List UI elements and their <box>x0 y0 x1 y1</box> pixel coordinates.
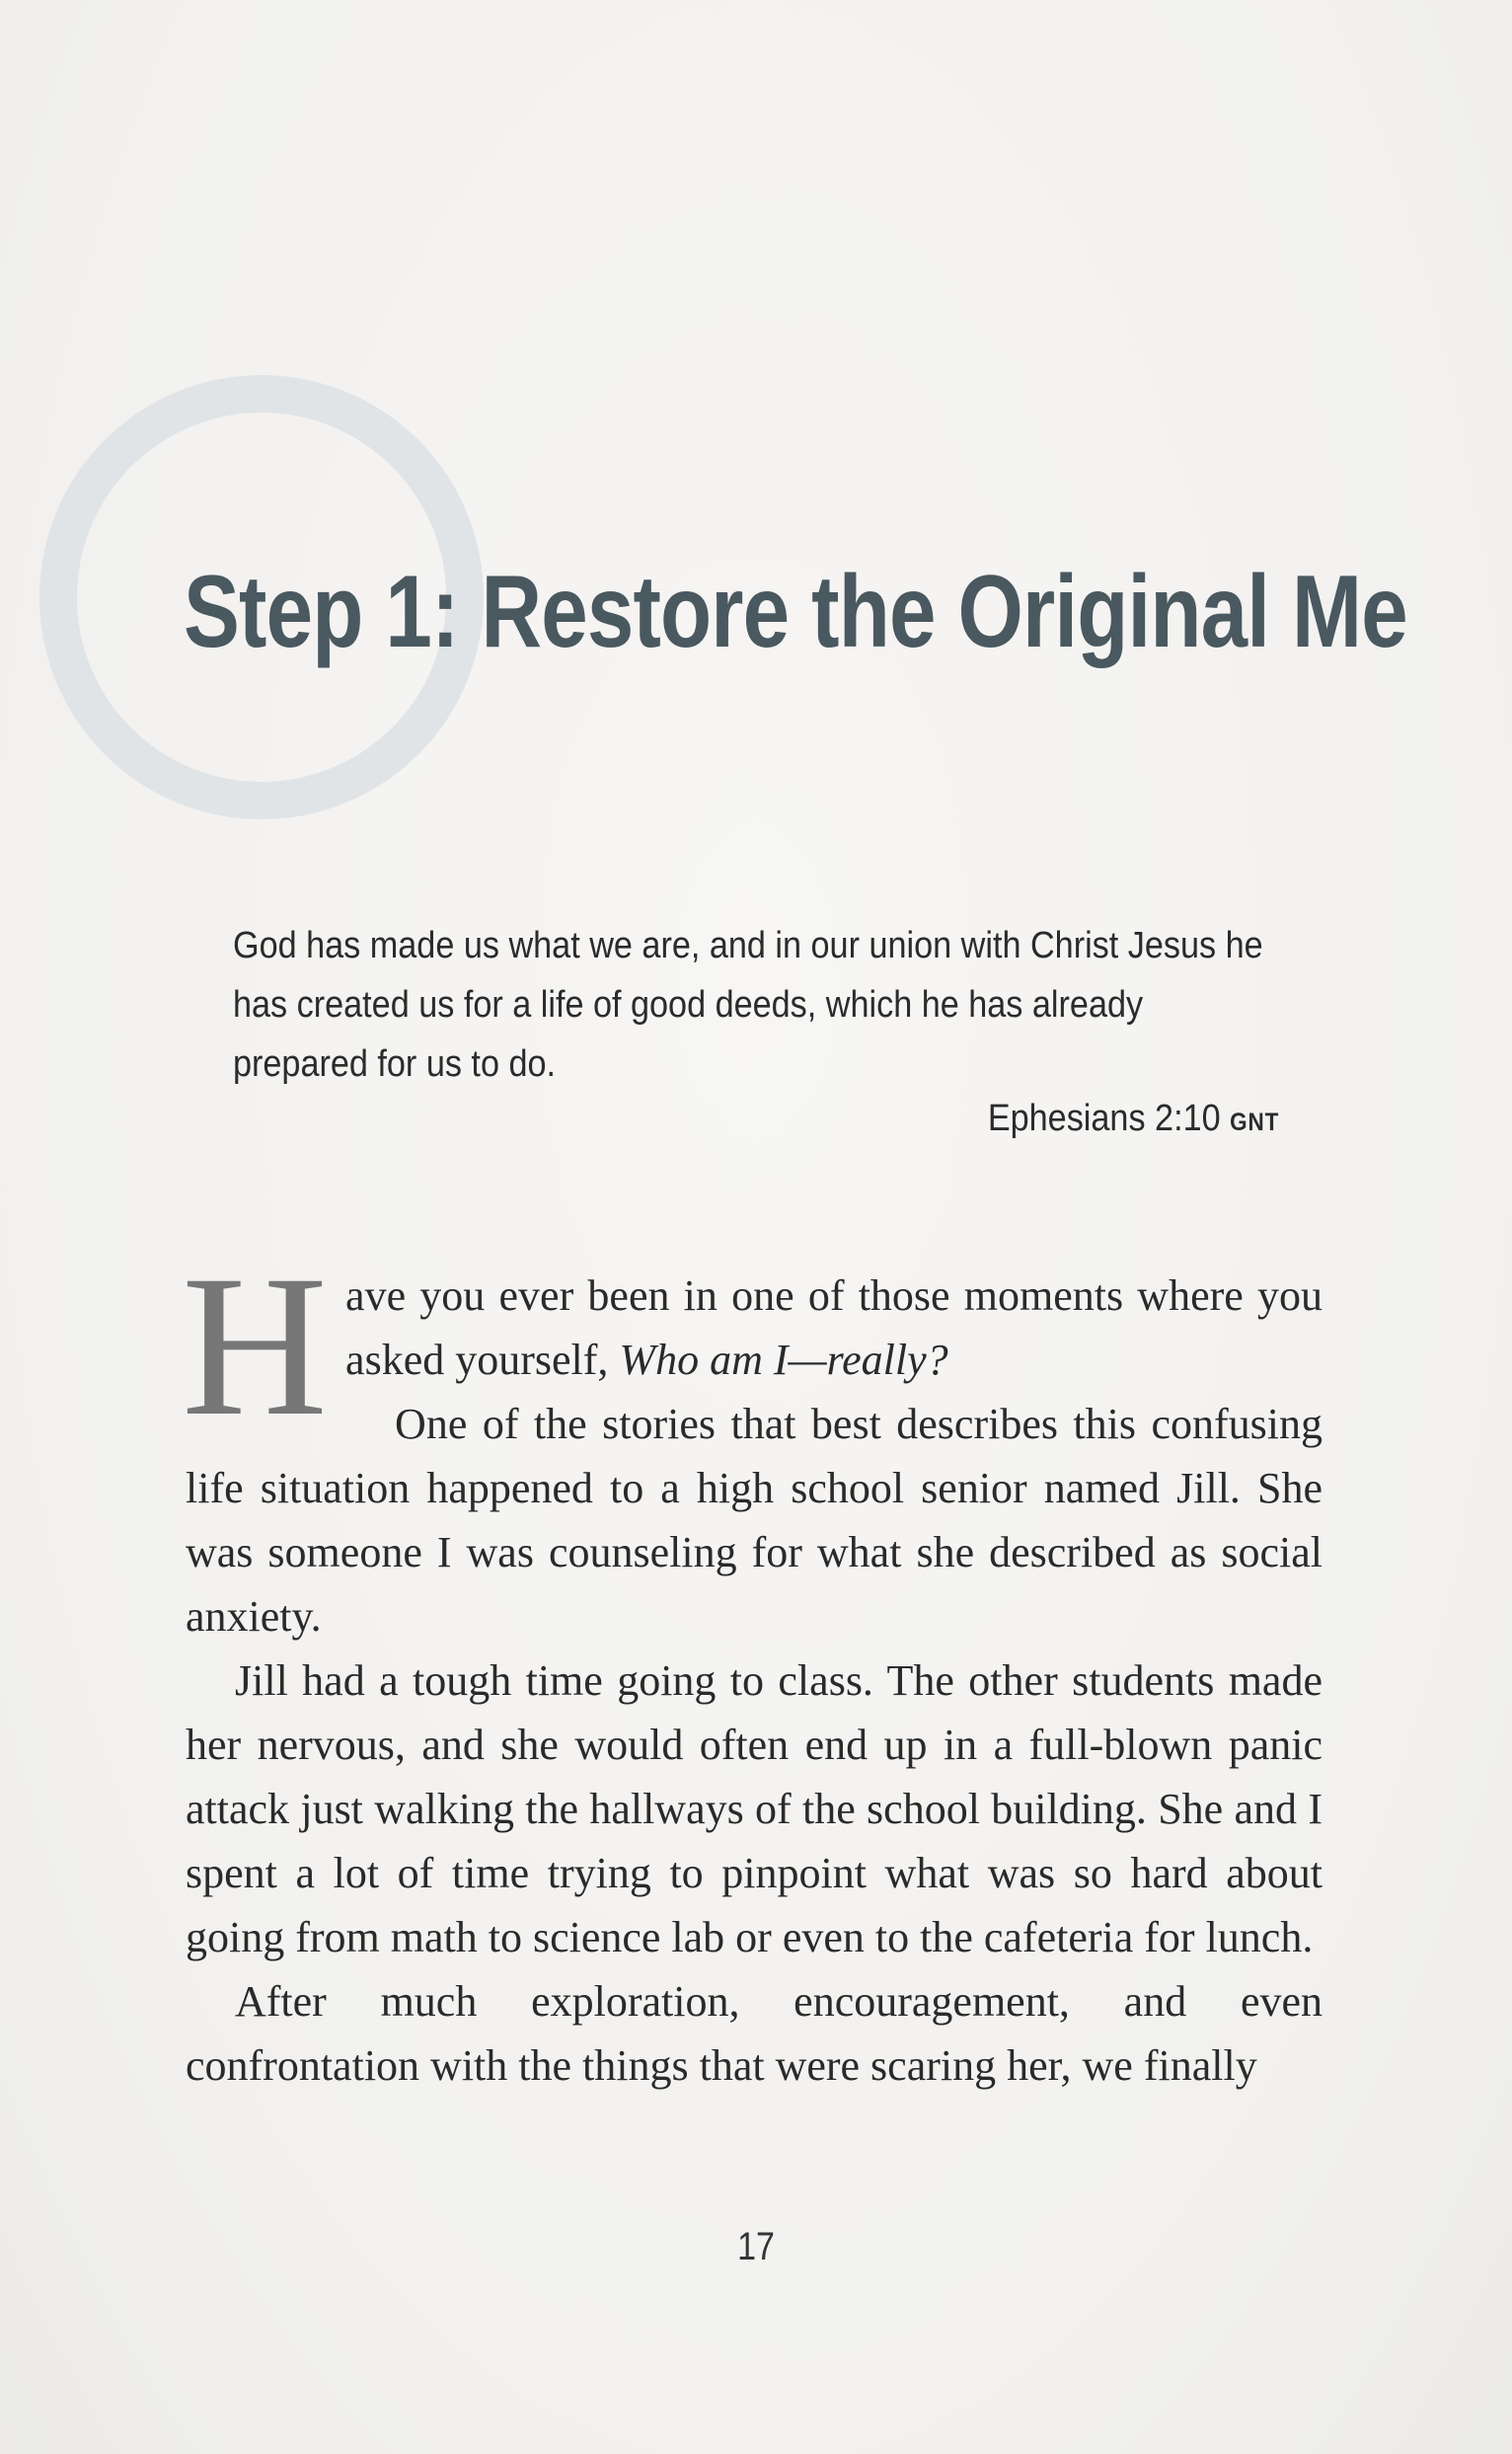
bible-version: GNT <box>1229 1109 1279 1136</box>
paragraph-2: One of the stories that best describes this confusing life situation happened to a high school senior named Jill. She was someone I was counseling for what she described as social anxiety. <box>186 1400 1323 1641</box>
paragraph-4: After much exploration, encouragement, and even confrontation with the things that were scaring her, we finally <box>186 1977 1323 2090</box>
paragraph-1-italic: Who am I—really? <box>619 1336 948 1384</box>
scripture-reference: Ephesians 2:10 <box>987 1098 1221 1139</box>
chapter-title: Step 1: Restore the Original Me <box>184 555 1407 669</box>
epigraph-reference <box>988 1098 1279 1140</box>
drop-cap: H <box>182 1234 329 1458</box>
epigraph <box>233 916 1279 1139</box>
page-number: 17 <box>737 2225 775 2268</box>
paragraph-1-text: ave you ever been in one of those moments where you asked yourself, <box>345 1271 1323 1384</box>
paragraph-3: Jill had a tough time going to class. The other students made her nervous, and she would often end up in a full-blown panic attack just walking the hallways of the school building. She and I spent a lot of time trying to pinpoint what was so hard about going from math to science lab or even to the cafeteria for lunch. <box>186 1656 1323 1961</box>
body-text <box>182 1234 1323 2098</box>
paragraph-1 <box>182 1234 1323 1458</box>
epigraph-quote: God has made us what we are, and in our union with Christ Jesus he has created us for a life of good deeds, which he has already prepared for us to do. <box>233 925 1263 1085</box>
